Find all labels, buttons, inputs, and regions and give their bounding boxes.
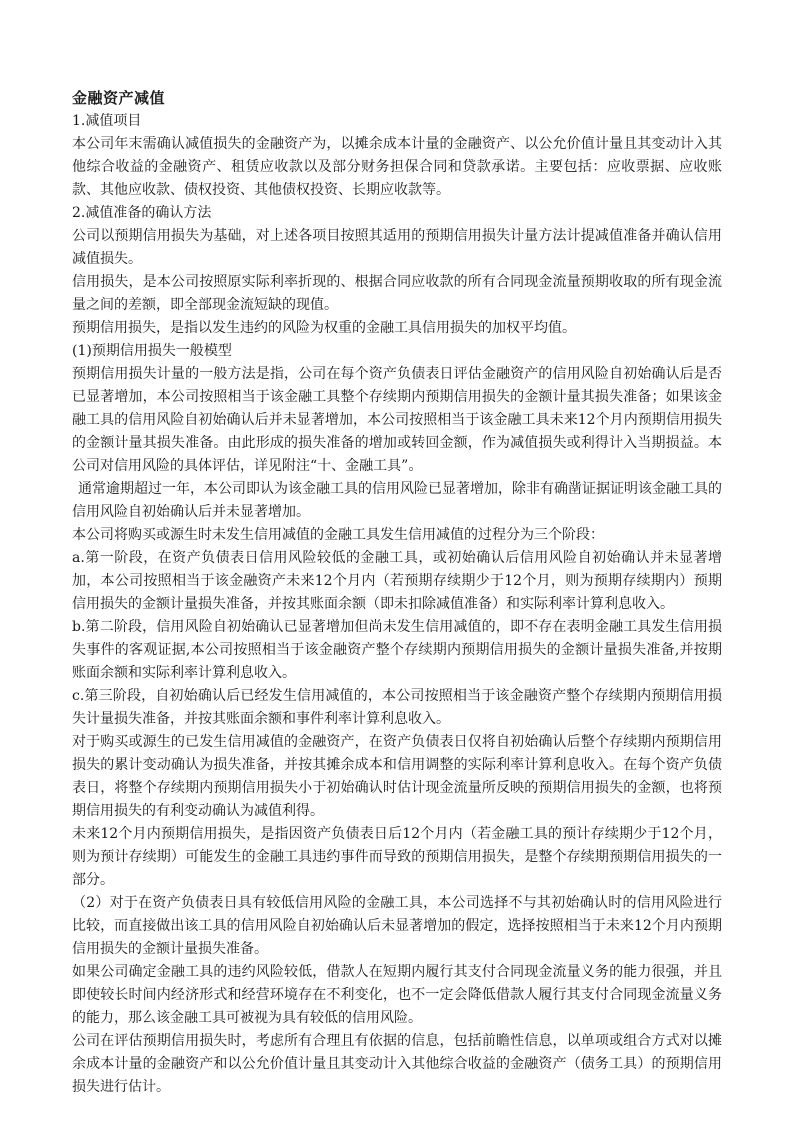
paragraph-stage-b: b.第二阶段，信用风险自初始确认已显著增加但尚未发生信用减值的，即不存在表明金融工具发生信用损失事件的客观证据,本公司按照相当于该金融资产整个存续期内预期信用损失的金额计量损失准备,并按期账面余额和实际利率计算利息收入。	[72, 619, 722, 681]
paragraph-stage-a: a.第一阶段，在资产负债表日信用风险较低的金融工具，或初始确认后信用风险自初始确认并未显著增加，本公司按照相当于该金融资产未来12个月内（若预期存续期少于12个月，则为预期存续期内）预期信用损失的金额计量损失准备，并按其账面余额（即未扣除减值准备）和实际利率计算利息收入。	[72, 550, 722, 612]
paragraph-low-risk-option: （2）对于在资产负债表日具有较低信用风险的金融工具，本公司选择不与其初始确认时的信用风险进行比较，而直接做出该工具的信用风险自初始确认后未显著增加的假定，选择按照相当于未来12个月内预期信用损失的金额计量损失准备。	[72, 895, 722, 957]
subsection-label-general-model: (1)预期信用损失一般模型	[72, 343, 232, 359]
paragraph: 公司以预期信用损失为基础，对上述各项目按照其适用的预期信用损失计量方法计提减值准备并确认信用减值损失。	[72, 228, 722, 267]
doc-heading: 金融资产减值	[72, 89, 166, 107]
paragraph: 预期信用损失计量的一般方法是指，公司在每个资产负债表日评估金融资产的信用风险自初始确认后是否已显著增加，本公司按照相当于该金融工具整个存续期内预期信用损失的金额计量其损失准备；如果该金融工具的信用风险自初始确认后并未显著增加，本公司按照相当于该金融工具未来12个月内预期信用损失的金额计量其损失准备。由此形成的损失准备的增加或转回金额，作为减值损失或利得计入当期损益。本公司对信用风险的具体评估，详见附注“十、金融工具”。	[72, 366, 722, 474]
paragraph: 本公司将购买或源生时未发生信用减值的金融工具发生信用减值的过程分为三个阶段：	[72, 527, 604, 543]
section-label-impairment-items: 1.减值项目	[72, 113, 142, 129]
paragraph: 通常逾期超过一年，本公司即认为该金融工具的信用风险已显著增加，除非有确凿证据证明该金融工具的信用风险自初始确认后并未显著增加。	[72, 481, 722, 520]
paragraph: 预期信用损失，是指以发生违约的风险为权重的金融工具信用损失的加权平均值。	[72, 320, 576, 336]
paragraph: 信用损失，是本公司按照原实际利率折现的、根据合同应收款的所有合同现金流量预期收取的所有现金流量之间的差额，即全部现金流短缺的现值。	[72, 274, 722, 313]
paragraph: 公司在评估预期信用损失时，考虑所有合理且有依据的信息，包括前瞻性信息，以单项或组合方式对以摊余成本计量的金融资产和以公允价值计量且其变动计入其他综合收益的金融资产（债务工具）的预期信用损失进行估计。	[72, 1033, 722, 1095]
paragraph-stage-c: c.第三阶段，自初始确认后已经发生信用减值的，本公司按照相当于该金融资产整个存续期内预期信用损失计量损失准备，并按其账面余额和事件利率计算利息收入。	[72, 688, 722, 727]
paragraph: 未来12个月内预期信用损失，是指因资产负债表日后12个月内（若金融工具的预计存续期少于12个月，则为预计存续期）可能发生的金融工具违约事件而导致的预期信用损失，是整个存续期预期信用损失的一部分。	[72, 826, 722, 888]
section-label-confirmation-method: 2.减值准备的确认方法	[72, 205, 212, 221]
paragraph: 如果公司确定金融工具的违约风险较低，借款人在短期内履行其支付合同现金流量义务的能力很强，并且即使较长时间内经济形式和经营环境存在不利变化，也不一定会降低借款人履行其支付合同现金流量义务的能力，那么该金融工具可被视为具有较低的信用风险。	[72, 964, 722, 1026]
document-content	[72, 87, 722, 1099]
paragraph: 本公司年末需确认减值损失的金融资产为，以摊余成本计量的金融资产、以公允价值计量且其变动计入其他综合收益的金融资产、租赁应收款以及部分财务担保合同和贷款承诺。主要包括：应收票据、应收账款、其他应收款、债权投资、其他债权投资、长期应收款等。	[72, 136, 722, 198]
paragraph: 对于购买或源生的已发生信用减值的金融资产，在资产负债表日仅将自初始确认后整个存续期内预期信用损失的累计变动确认为损失准备，并按其摊余成本和信用调整的实际利率计算利息收入。在每个资产负债表日，将整个存续期内预期信用损失小于初始确认时估计现金流量所反映的预期信用损失的金额，也将预期信用损失的有利变动确认为减值利得。	[72, 734, 722, 819]
